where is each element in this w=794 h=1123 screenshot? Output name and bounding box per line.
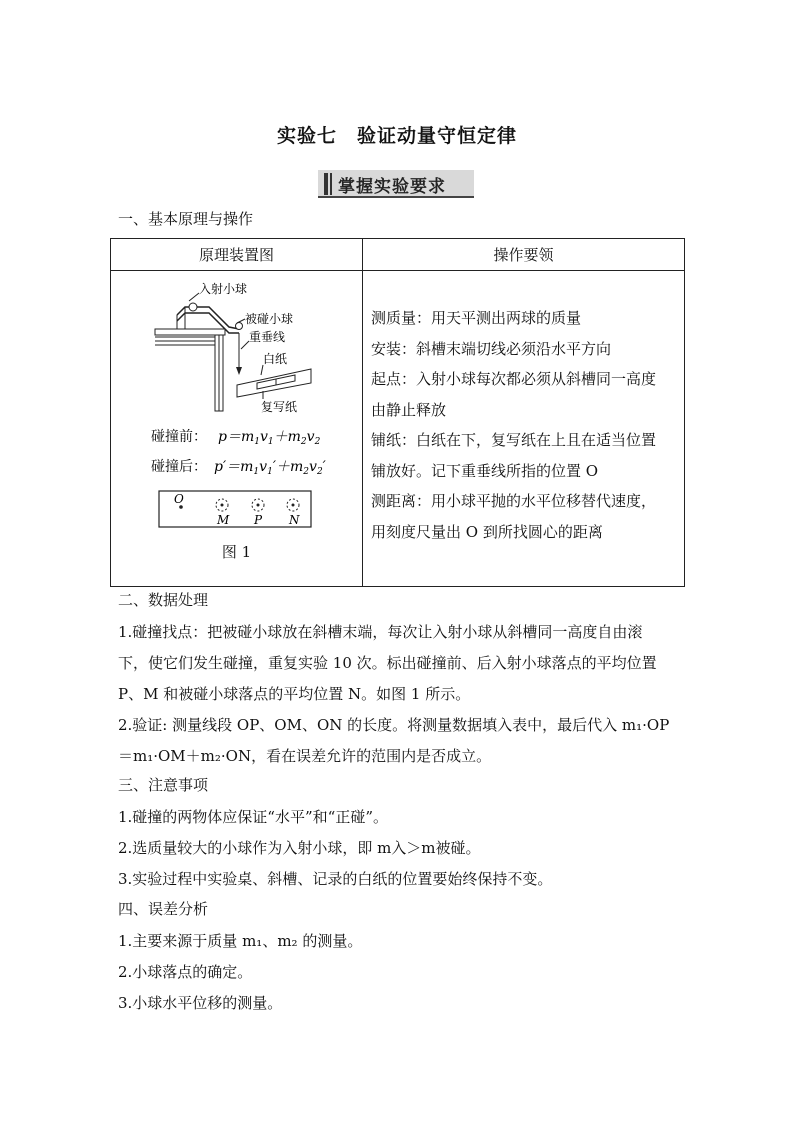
ops-line: 用刻度尺量出 O 到所找圆心的距离 xyxy=(371,522,603,541)
label-ball-hit: 被碰小球 xyxy=(245,312,294,326)
label-plumb: 重垂线 xyxy=(249,330,286,344)
label-carbon-paper: 复写纸 xyxy=(261,400,298,414)
label-ball-in: 入射小球 xyxy=(199,282,248,296)
ops-line: 起点：入射小球每次都必须从斜槽同一高度 xyxy=(371,370,657,388)
ops-line: 铺纸：白纸在下，复写纸在上且在适当位置 xyxy=(371,431,657,449)
operations-list xyxy=(363,271,684,547)
body-line: 3.实验过程中实验桌、斜槽、记录的白纸的位置要始终保持不变。 xyxy=(118,870,553,888)
body-line: ＝m₁·OM＋m₂·ON，看在误差允许的范围内是否成立。 xyxy=(118,747,492,765)
ops-line: 测距离：用小球平抛的水平位移替代速度， xyxy=(371,492,657,510)
principle-table xyxy=(110,238,685,587)
section4-body xyxy=(118,926,688,1019)
point-o-label: O xyxy=(174,492,184,506)
section-heading-1: 一、基本原理与操作 xyxy=(118,210,254,228)
label-white-paper: 白纸 xyxy=(263,352,288,366)
before-label: 碰撞前： xyxy=(151,429,207,445)
section-heading-4: 四、误差分析 xyxy=(118,900,209,918)
ops-line: 安装：斜槽末端切线必须沿水平方向 xyxy=(371,339,612,358)
ops-line: 铺放好。记下重垂线所指的位置 O xyxy=(371,461,599,480)
before-equation: $p=m_1v_1+m_2v_2$ xyxy=(218,429,321,447)
diagram-cell xyxy=(111,271,363,587)
section-banner xyxy=(318,170,474,198)
body-line: 1.碰撞的两物体应保证“水平”和“正碰”。 xyxy=(118,808,388,826)
body-line: 1.碰撞找点：把被碰小球放在斜槽末端，每次让入射小球从斜槽同一高度自由滚 xyxy=(118,623,643,641)
page-title: 实验七 验证动量守恒定律 xyxy=(276,125,517,147)
banner-text: 掌握实验要求 xyxy=(338,177,446,197)
after-label: 碰撞后： xyxy=(151,459,207,475)
point-m-label: M xyxy=(217,513,230,527)
table-header-left: 原理装置图 xyxy=(111,239,363,271)
section-heading-2: 二、数据处理 xyxy=(118,591,209,609)
ops-line: 测质量：用天平测出两球的质量 xyxy=(371,309,582,327)
section-heading-3: 三、注意事项 xyxy=(118,776,209,794)
figure-caption: 图 1 xyxy=(221,543,252,561)
banner-bar-icon xyxy=(324,173,328,195)
ops-line: 由静止释放 xyxy=(371,400,447,419)
table-header-right: 操作要领 xyxy=(363,239,685,271)
after-equation: $p'=m_1v_1'+m_2v_2'$ xyxy=(214,459,326,477)
point-n-label: N xyxy=(289,513,300,527)
body-line: 2.选质量较大的小球作为入射小球，即 m入＞m被碰。 xyxy=(118,839,481,857)
section2-body xyxy=(118,617,688,772)
body-line: 2.验证: 测量线段 OP、OM、ON 的长度。将测量数据填入表中，最后代入 m₁·OP xyxy=(118,716,670,734)
body-line: P、M 和被碰小球落点的平均位置 N。如图 1 所示。 xyxy=(118,685,471,703)
apparatus-diagram xyxy=(111,271,362,587)
banner-bar-icon xyxy=(330,173,332,195)
body-line: 下，使它们发生碰撞，重复实验 10 次。标出碰撞前、后入射小球落点的平均位置 xyxy=(118,654,657,672)
operations-cell xyxy=(363,271,685,587)
body-line: 2.小球落点的确定。 xyxy=(118,963,253,981)
point-p-label: P xyxy=(254,513,263,527)
body-line: 3.小球水平位移的测量。 xyxy=(118,994,283,1012)
body-line: 1.主要来源于质量 m₁、m₂ 的测量。 xyxy=(118,932,363,950)
section3-body xyxy=(118,802,688,895)
